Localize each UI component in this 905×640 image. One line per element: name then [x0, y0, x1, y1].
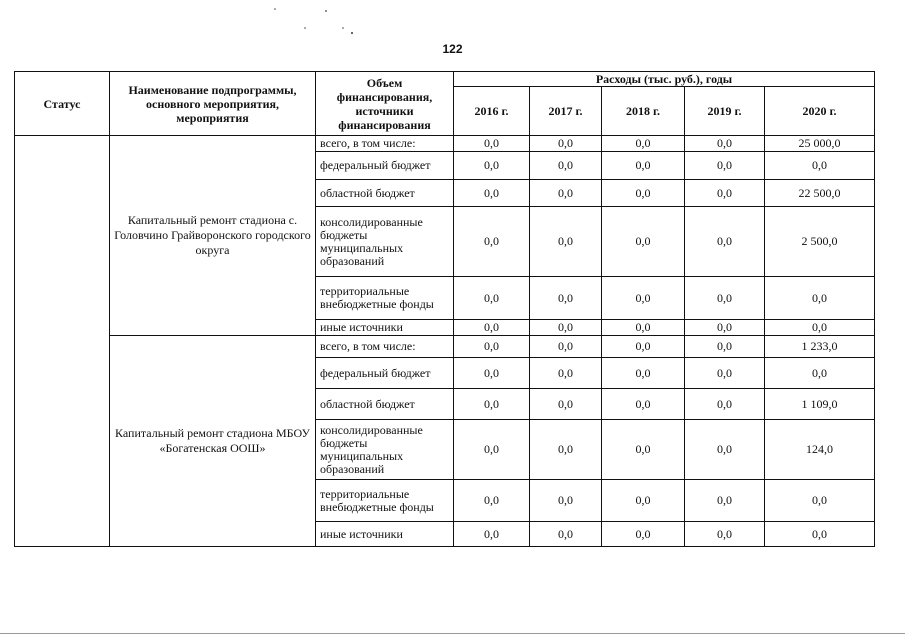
value-cell: 0,0: [685, 358, 765, 389]
value-cell: 0,0: [685, 136, 765, 152]
value-cell: 0,0: [454, 358, 530, 389]
value-cell: 0,0: [530, 336, 602, 358]
value-cell: 0,0: [602, 320, 685, 336]
value-cell: 0,0: [602, 136, 685, 152]
value-cell: 1 109,0: [765, 389, 875, 420]
value-cell: 0,0: [530, 152, 602, 180]
value-cell: 0,0: [602, 522, 685, 547]
value-cell: 0,0: [530, 480, 602, 522]
value-cell: 0,0: [602, 207, 685, 277]
table-row: [15, 336, 875, 358]
value-cell: 0,0: [685, 522, 765, 547]
value-cell: 0,0: [530, 358, 602, 389]
table-row: [15, 136, 875, 152]
value-cell: 0,0: [765, 152, 875, 180]
value-cell: 0,0: [602, 420, 685, 480]
value-cell: 0,0: [454, 336, 530, 358]
value-cell: 0,0: [530, 389, 602, 420]
value-cell: 0,0: [602, 152, 685, 180]
value-cell: 0,0: [765, 358, 875, 389]
funding-source: иные источники: [316, 522, 454, 547]
value-cell: 0,0: [685, 420, 765, 480]
funding-source: консолидированные бюджеты муниципальных образований: [316, 420, 454, 480]
value-cell: 0,0: [685, 207, 765, 277]
value-cell: 0,0: [530, 180, 602, 207]
value-cell: 0,0: [530, 136, 602, 152]
activity-name: Капитальный ремонт стадиона с. Головчино Грайворонского городского округа: [110, 136, 316, 336]
header-year: 2016 г.: [454, 87, 530, 136]
value-cell: 0,0: [530, 277, 602, 320]
funding-source: всего, в том числе:: [316, 136, 454, 152]
value-cell: 0,0: [530, 207, 602, 277]
funding-source: всего, в том числе:: [316, 336, 454, 358]
budget-table: [14, 71, 875, 547]
value-cell: 0,0: [454, 277, 530, 320]
value-cell: 0,0: [454, 420, 530, 480]
value-cell: 0,0: [685, 389, 765, 420]
value-cell: 0,0: [602, 480, 685, 522]
header-year: 2017 г.: [530, 87, 602, 136]
funding-source: федеральный бюджет: [316, 152, 454, 180]
header-funding: Объем финансирования, источники финансирования: [316, 72, 454, 136]
value-cell: 0,0: [602, 358, 685, 389]
value-cell: 0,0: [454, 180, 530, 207]
funding-source: областной бюджет: [316, 180, 454, 207]
funding-source: территориальные внебюджетные фонды: [316, 480, 454, 522]
scan-edge-line: [0, 633, 905, 634]
header-name: Наименование подпрограммы, основного мероприятия, мероприятия: [110, 72, 316, 136]
value-cell: 1 233,0: [765, 336, 875, 358]
activity-name: Капитальный ремонт стадиона МБОУ «Богатенская ООШ»: [110, 336, 316, 547]
header-status: Статус: [15, 72, 110, 136]
value-cell: 124,0: [765, 420, 875, 480]
value-cell: 0,0: [454, 152, 530, 180]
value-cell: 2 500,0: [765, 207, 875, 277]
value-cell: 0,0: [765, 480, 875, 522]
value-cell: 0,0: [454, 207, 530, 277]
status-cell: [15, 136, 110, 547]
value-cell: 0,0: [530, 420, 602, 480]
value-cell: 0,0: [602, 389, 685, 420]
value-cell: 0,0: [602, 180, 685, 207]
value-cell: 0,0: [685, 320, 765, 336]
value-cell: 0,0: [454, 320, 530, 336]
value-cell: 0,0: [685, 480, 765, 522]
page-number: 122: [442, 42, 463, 56]
value-cell: 0,0: [454, 480, 530, 522]
value-cell: 0,0: [765, 277, 875, 320]
funding-source: иные источники: [316, 320, 454, 336]
value-cell: 0,0: [454, 389, 530, 420]
value-cell: 0,0: [765, 522, 875, 547]
value-cell: 0,0: [454, 136, 530, 152]
funding-source: территориальные внебюджетные фонды: [316, 277, 454, 320]
value-cell: 0,0: [765, 320, 875, 336]
value-cell: 0,0: [602, 336, 685, 358]
value-cell: 0,0: [685, 180, 765, 207]
value-cell: 0,0: [530, 522, 602, 547]
funding-source: консолидированные бюджеты муниципальных образований: [316, 207, 454, 277]
value-cell: 0,0: [454, 522, 530, 547]
header-year: 2020 г.: [765, 87, 875, 136]
value-cell: 0,0: [530, 320, 602, 336]
header-year: 2019 г.: [685, 87, 765, 136]
value-cell: 0,0: [685, 152, 765, 180]
value-cell: 25 000,0: [765, 136, 875, 152]
value-cell: 0,0: [685, 336, 765, 358]
funding-source: областной бюджет: [316, 389, 454, 420]
header-year: 2018 г.: [602, 87, 685, 136]
value-cell: 22 500,0: [765, 180, 875, 207]
funding-source: федеральный бюджет: [316, 358, 454, 389]
value-cell: 0,0: [685, 277, 765, 320]
value-cell: 0,0: [602, 277, 685, 320]
header-expenses: Расходы (тыс. руб.), годы: [454, 72, 875, 87]
